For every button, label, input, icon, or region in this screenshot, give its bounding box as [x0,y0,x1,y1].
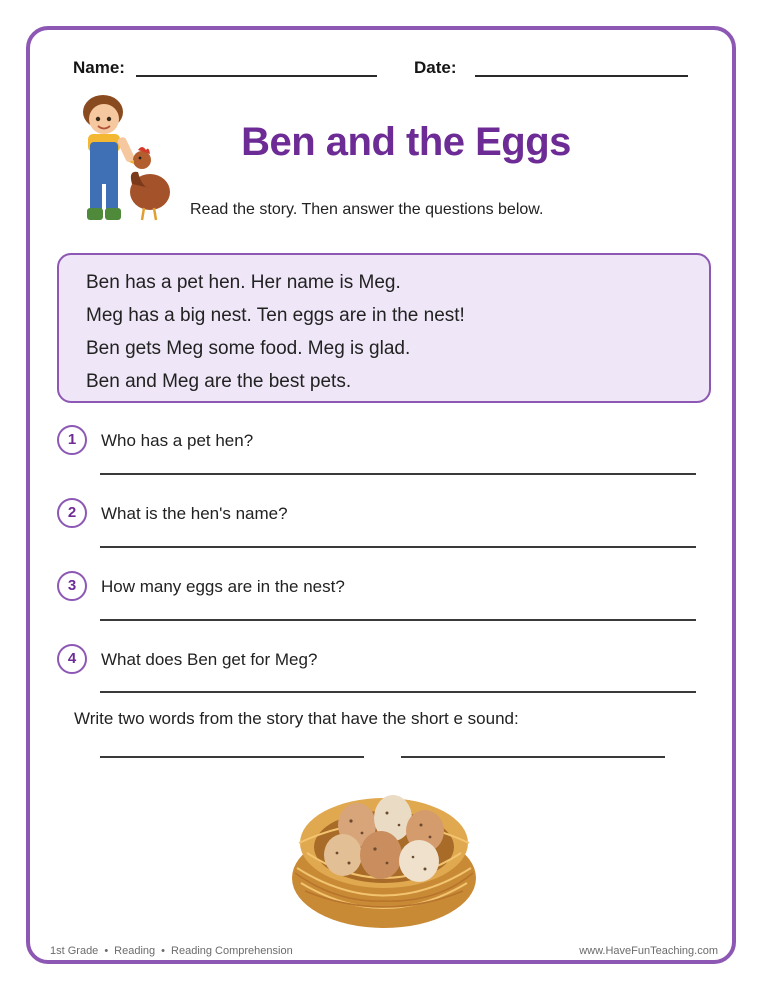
question-number-badge: 1 [57,425,87,455]
short-e-word-line-2[interactable] [401,756,665,758]
footer-website-link[interactable]: www.HaveFunTeaching.com [579,945,718,957]
story-line: Ben has a pet hen. Her name is Meg. [86,272,401,293]
question-text: What is the hen's name? [101,504,288,523]
footer-tag-grade: 1st Grade [50,945,99,957]
question-number-badge: 2 [57,498,87,528]
question-number-badge: 3 [57,571,87,601]
instructions-text: Read the story. Then answer the questions below. [190,201,544,218]
short-e-word-line-1[interactable] [100,756,364,758]
short-e-prompt: Write two words from the story that have the short e sound: [74,709,519,728]
nest-with-eggs-illustration [287,773,481,938]
answer-line-1[interactable] [100,473,696,475]
footer-tag-subject: Reading [114,945,156,957]
answer-line-4[interactable] [100,691,696,693]
story-box [57,253,711,403]
name-label: Name: [73,58,125,77]
footer-tag-topic: Reading Comprehension [171,945,293,957]
boy-and-hen-illustration [76,92,176,232]
answer-line-2[interactable] [100,546,696,548]
question-text: How many eggs are in the nest? [101,577,345,596]
footer-tags [50,945,293,957]
answer-line-3[interactable] [100,619,696,621]
date-label: Date: [414,58,457,77]
name-field-line[interactable] [136,75,377,77]
question-number-badge: 4 [57,644,87,674]
story-line: Ben and Meg are the best pets. [86,371,352,392]
question-text: What does Ben get for Meg? [101,650,318,669]
story-line: Meg has a big nest. Ten eggs are in the nest! [86,305,465,326]
worksheet-title: Ben and the Eggs [241,120,571,164]
story-line: Ben gets Meg some food. Meg is glad. [86,338,411,359]
question-text: Who has a pet hen? [101,431,254,450]
footer-separator: • [161,945,166,957]
date-field-line[interactable] [475,75,688,77]
footer-separator: • [104,945,109,957]
